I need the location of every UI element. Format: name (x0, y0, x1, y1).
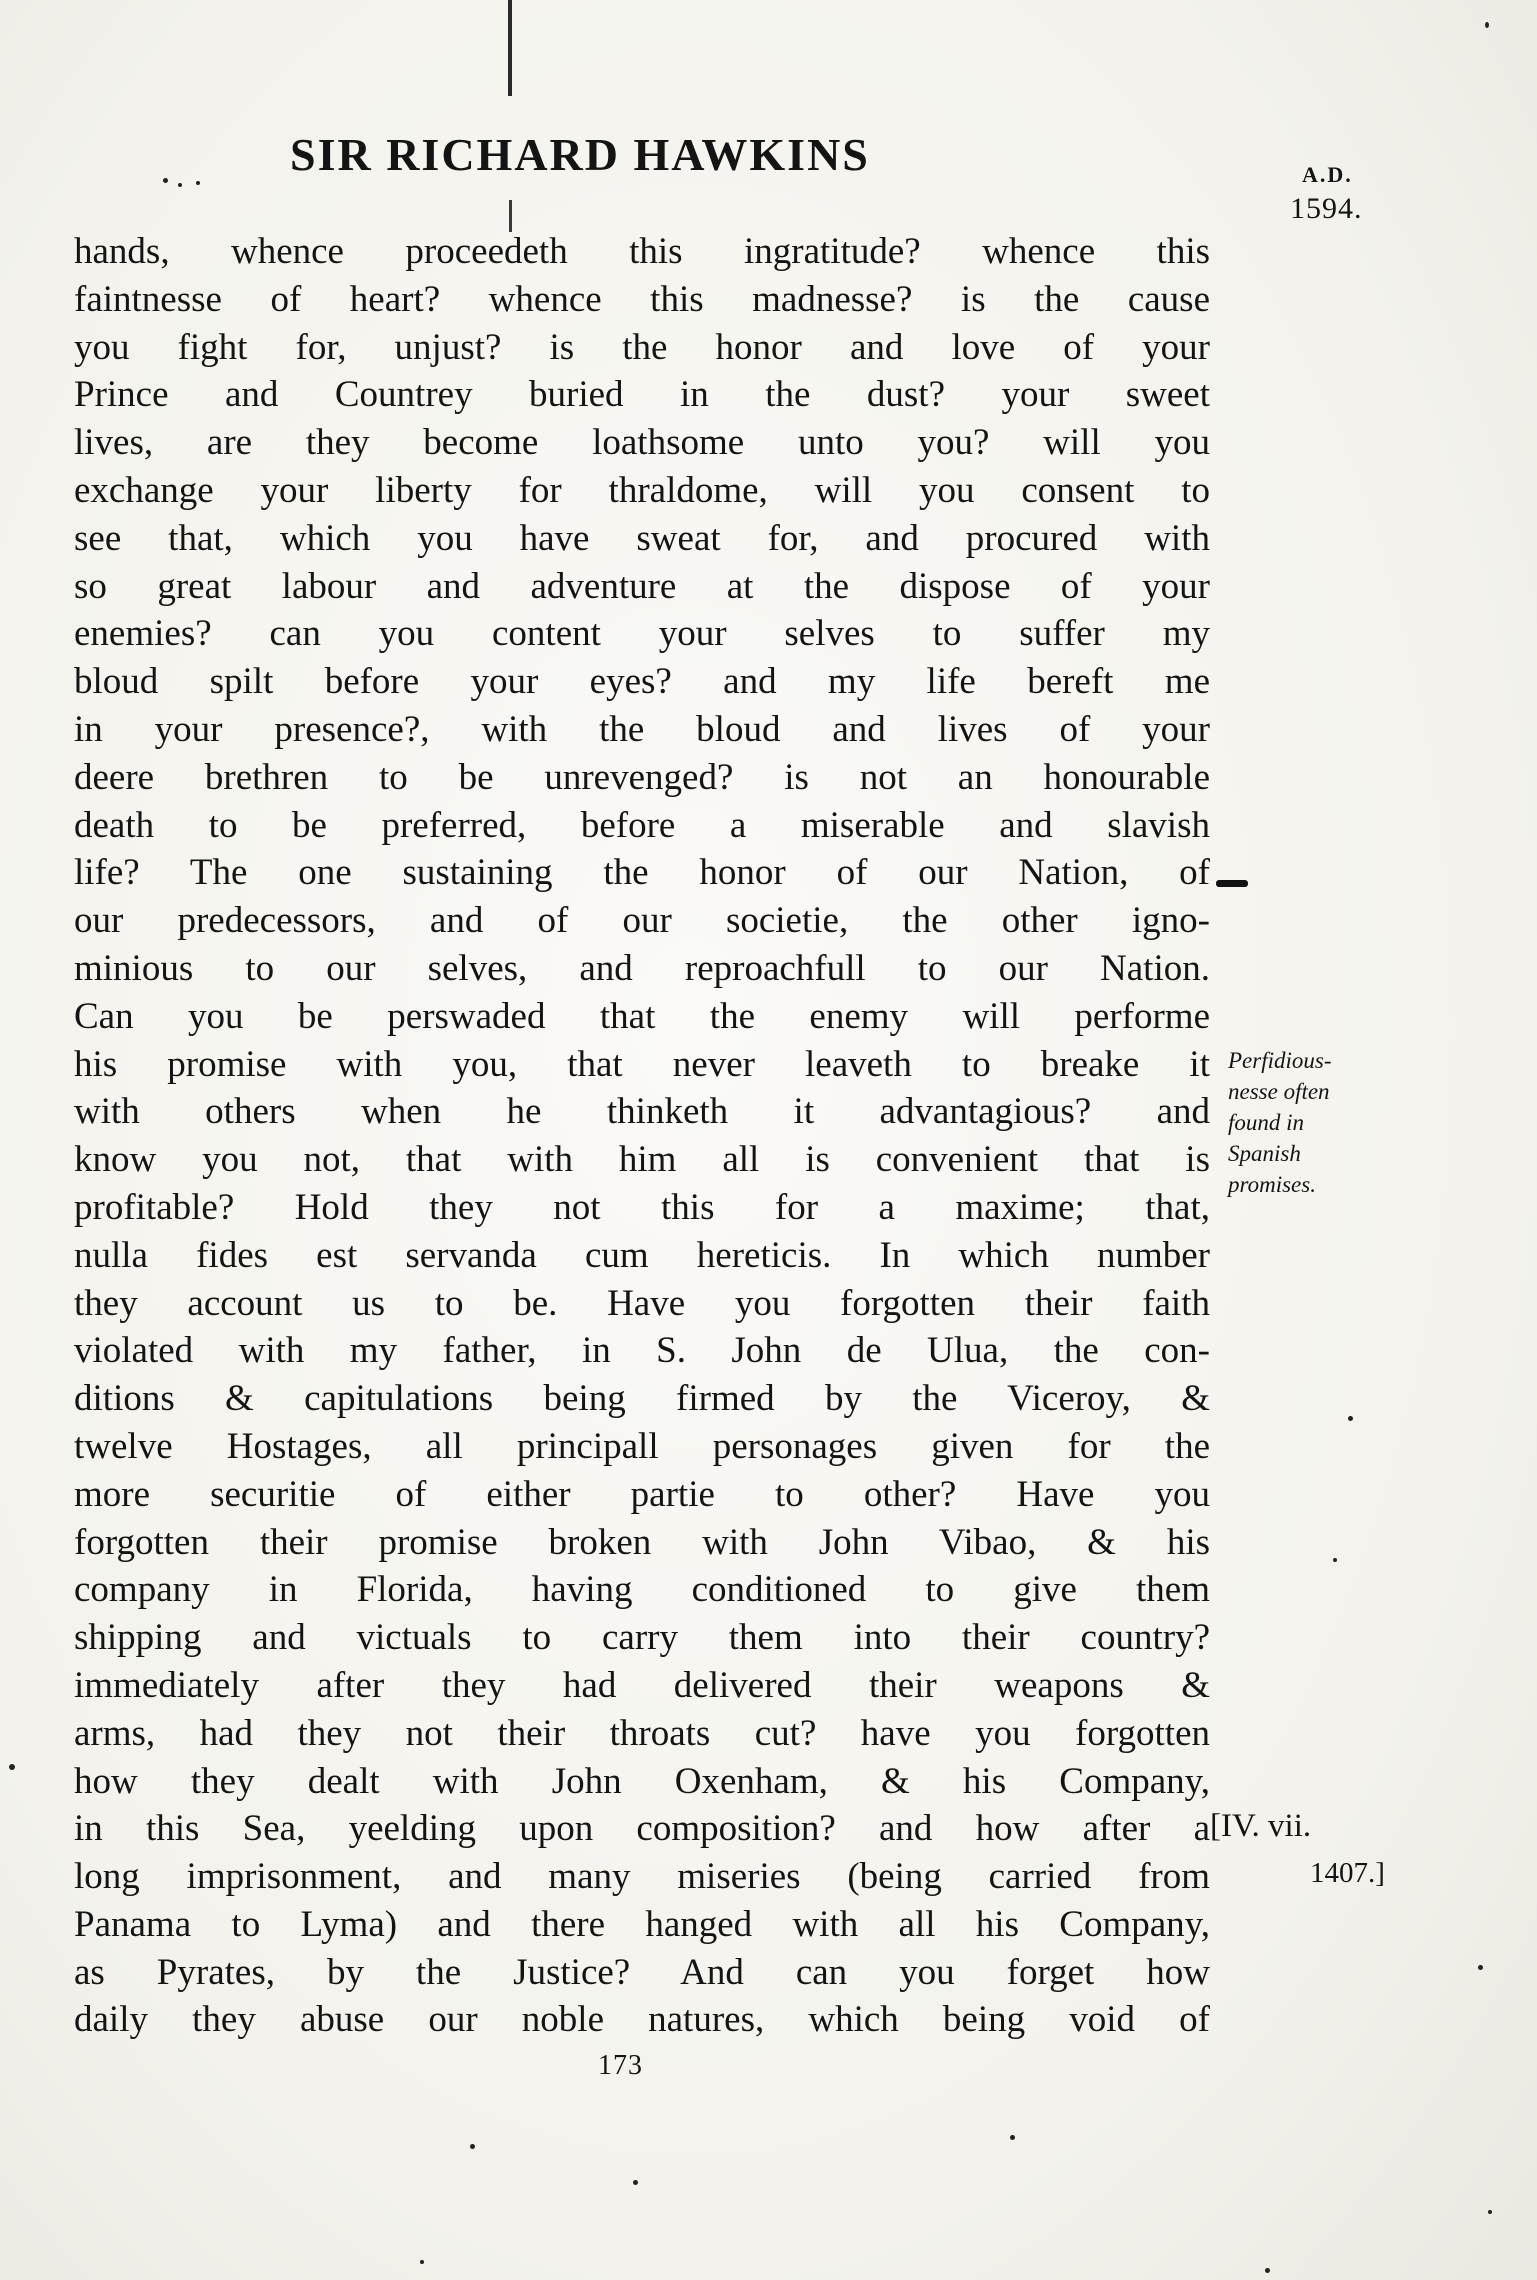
text-line: how they dealt with John Oxenham, & his Company, (74, 1760, 1210, 1802)
text-line: arms, had they not their throats cut? have you forgotten (74, 1712, 1210, 1754)
text-line: life? The one sustaining the honor of our Nation, of (74, 852, 1210, 894)
scan-speck (178, 183, 182, 187)
text-line: lives, are they become loathsome unto you? will you (74, 422, 1210, 464)
scan-speck (1265, 2268, 1270, 2273)
date-label: A.D. (1302, 162, 1353, 187)
scan-speck (1333, 1558, 1337, 1562)
text-line: shipping and victuals to carry them into their country? (74, 1617, 1210, 1659)
text-line: they account us to be. Have you forgotten their faith (74, 1282, 1210, 1324)
text-line: see that, which you have sweat for, and procured with (74, 517, 1210, 559)
text-line: nulla fides est servanda cum hereticis. In which number (74, 1234, 1210, 1276)
date-year: 1594. (1290, 192, 1363, 225)
text-line: bloud spilt before your eyes? and my life bereft me (74, 661, 1210, 703)
page-number: 173 (598, 2050, 643, 2081)
text-line: violated with my father, in S. John de Ulua, the con- (74, 1330, 1210, 1372)
text-line: Can you be perswaded that the enemy will performe (74, 995, 1210, 1037)
text-line: minious to our selves, and reproachfull to our Nation. (74, 947, 1210, 989)
scan-speck (633, 2180, 638, 2185)
text-line: enemies? can you content your selves to suffer my (74, 613, 1210, 655)
scan-speck (9, 1764, 15, 1770)
text-line: you fight for, unjust? is the honor and love of your (74, 326, 1210, 368)
folio-reference: [IV. vii. (1210, 1808, 1312, 1844)
text-line: daily they abuse our noble natures, which being void of (74, 1999, 1210, 2041)
text-line: his promise with you, that never leaveth to breake it (74, 1043, 1210, 1085)
gutter-fold-mark (508, 0, 512, 96)
text-line: company in Florida, having conditioned to give them (74, 1569, 1210, 1611)
sidenote-line: nesse often (1228, 1079, 1330, 1104)
scan-speck (196, 181, 200, 185)
margin-sidenote (1228, 1045, 1332, 1200)
text-line: profitable? Hold they not this for a maxime; that, (74, 1186, 1210, 1228)
text-line: Prince and Countrey buried in the dust? your sweet (74, 374, 1210, 416)
text-line: in this Sea, yeelding upon composition? and how after a (74, 1808, 1210, 1850)
body-text (74, 228, 1210, 2044)
text-line: exchange your liberty for thraldome, will you consent to (74, 469, 1210, 511)
sidenote-line: promises. (1228, 1172, 1316, 1197)
scan-speck (163, 178, 168, 183)
text-line: in your presence?, with the bloud and lives of your (74, 708, 1210, 750)
scan-speck (1488, 2210, 1492, 2214)
sidenote-line: Perfidious- (1228, 1048, 1332, 1073)
text-line: as Pyrates, by the Justice? And can you forget how (74, 1951, 1210, 1993)
sidenote-line: Spanish (1228, 1141, 1301, 1166)
scan-speck (1010, 2135, 1015, 2140)
scan-speck (1478, 1965, 1483, 1970)
text-line: immediately after they had delivered their weapons & (74, 1664, 1210, 1706)
text-line: hands, whence proceedeth this ingratitude? whence this (74, 231, 1210, 272)
running-head: SIR RICHARD HAWKINS (290, 129, 870, 180)
text-line: ditions & capitulations being firmed by the Viceroy, & (74, 1378, 1210, 1420)
folio-reference-number: 1407.] (1310, 1857, 1385, 1889)
scan-speck (470, 2144, 475, 2149)
scan-speck (1485, 22, 1489, 28)
margin-dash-mark (1216, 880, 1248, 887)
text-line: know you not, that with him all is convenient that is (74, 1139, 1210, 1181)
sidenote-line: found in (1228, 1110, 1305, 1135)
text-line: death to be preferred, before a miserable and slavish (74, 804, 1210, 846)
text-line: so great labour and adventure at the dispose of your (74, 565, 1210, 607)
text-line: with others when he thinketh it advantagious? and (74, 1091, 1210, 1133)
text-line: deere brethren to be unrevenged? is not an honourable (74, 756, 1210, 798)
text-line: more securitie of either partie to other? Have you (74, 1473, 1210, 1515)
text-line: our predecessors, and of our societie, the other igno- (74, 900, 1210, 942)
scan-speck (1348, 1416, 1353, 1421)
text-line: long imprisonment, and many miseries (being carried from (74, 1856, 1210, 1898)
text-line: forgotten their promise broken with John Vibao, & his (74, 1521, 1210, 1563)
text-line: twelve Hostages, all principall personages given for the (74, 1425, 1210, 1467)
text-line: faintnesse of heart? whence this madnesse? is the cause (74, 278, 1210, 320)
scan-speck (420, 2260, 424, 2264)
text-line: Panama to Lyma) and there hanged with all his Company, (74, 1903, 1210, 1945)
